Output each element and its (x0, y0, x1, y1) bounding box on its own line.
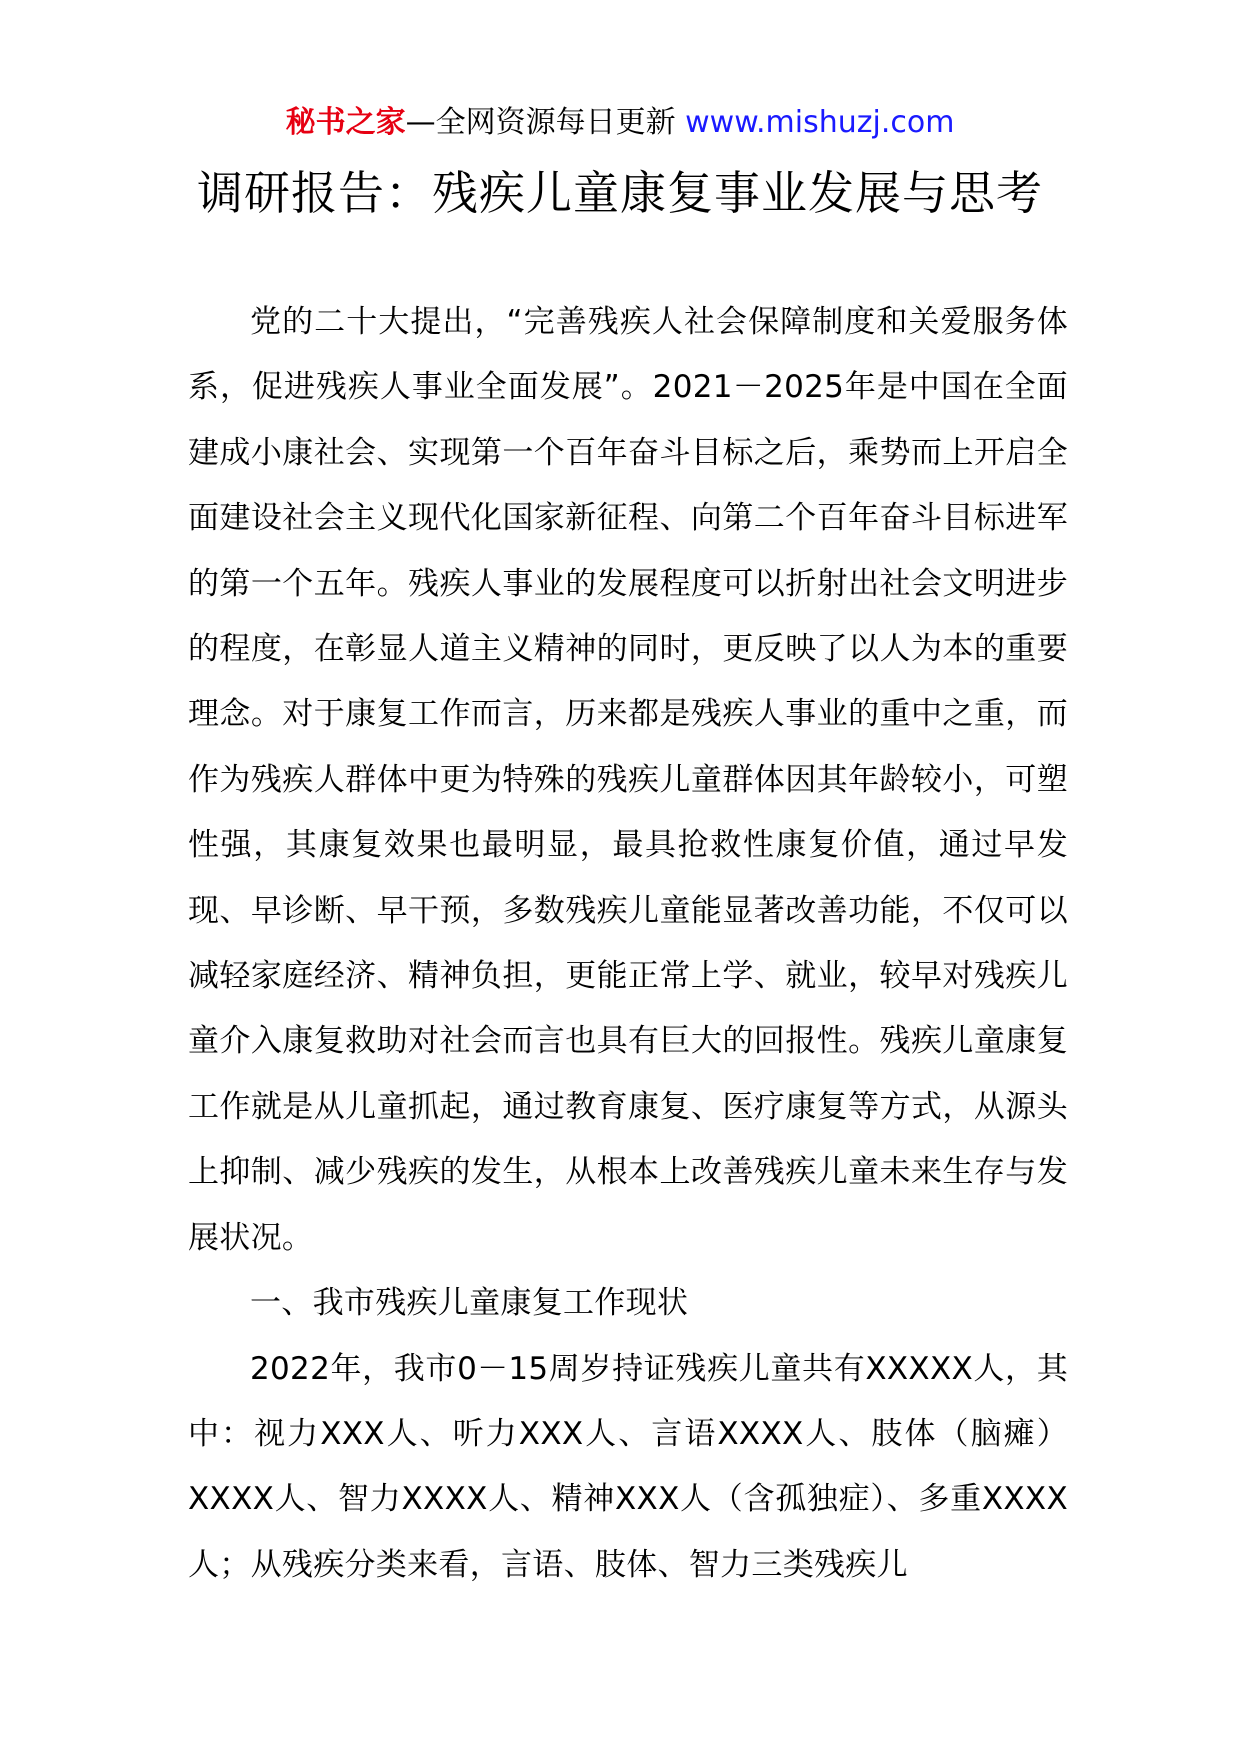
document-title: 调研报告：残疾儿童康复事业发展与思考 (197, 166, 1043, 220)
site-header (0, 100, 1240, 146)
site-url-link[interactable]: www.mishuzj.com (685, 105, 955, 140)
header-tagline: —全网资源每日更新 (405, 105, 686, 140)
document-body (188, 290, 1068, 1598)
paragraph-intro: 党的二十大提出，“完善残疾人社会保障制度和关爱服务体系，促进残疾人事业全面发展”。2021－2025年是中国在全面建成小康社会、实现第一个百年奋斗目标之后，乘势而上开启全面建设社会主义现代化国家新征程、向第二个百年奋斗目标进军的第一个五年。残疾人事业的发展程度可以折射出社会文明进步的程度，在彰显人道主义精神的同时，更反映了以人为本的重要理念。对于康复工作而言，历来都是残疾人事业的重中之重，而作为残疾人群体中更为特殊的残疾儿童群体因其年龄较小，可塑性强，其康复效果也最明显，最具抢救性康复价值，通过早发现、早诊断、早干预，多数残疾儿童能显著改善功能，不仅可以减轻家庭经济、精神负担，更能正常上学、就业，较早对残疾儿童介入康复救助对社会而言也具有巨大的回报性。残疾儿童康复工作就是从儿童抓起，通过教育康复、医疗康复等方式，从源头上抑制、减少残疾的发生，从根本上改善残疾儿童未来生存与发展状况。 (188, 304, 1068, 1256)
section-heading-1: 一、我市残疾儿童康复工作现状 (250, 1285, 689, 1322)
paragraph-statistics: 2022年，我市0－15周岁持证残疾儿童共有XXXXX人，其中：视力XXX人、听力XXX人、言语XXXX人、肢体（脑瘫）XXXX人、智力XXXX人、精神XXX人（含孤独症）、多重XXXX人；从残疾分类来看，言语、肢体、智力三类残疾儿 (188, 1350, 1068, 1583)
brand-name: 秘书之家 (285, 105, 406, 140)
